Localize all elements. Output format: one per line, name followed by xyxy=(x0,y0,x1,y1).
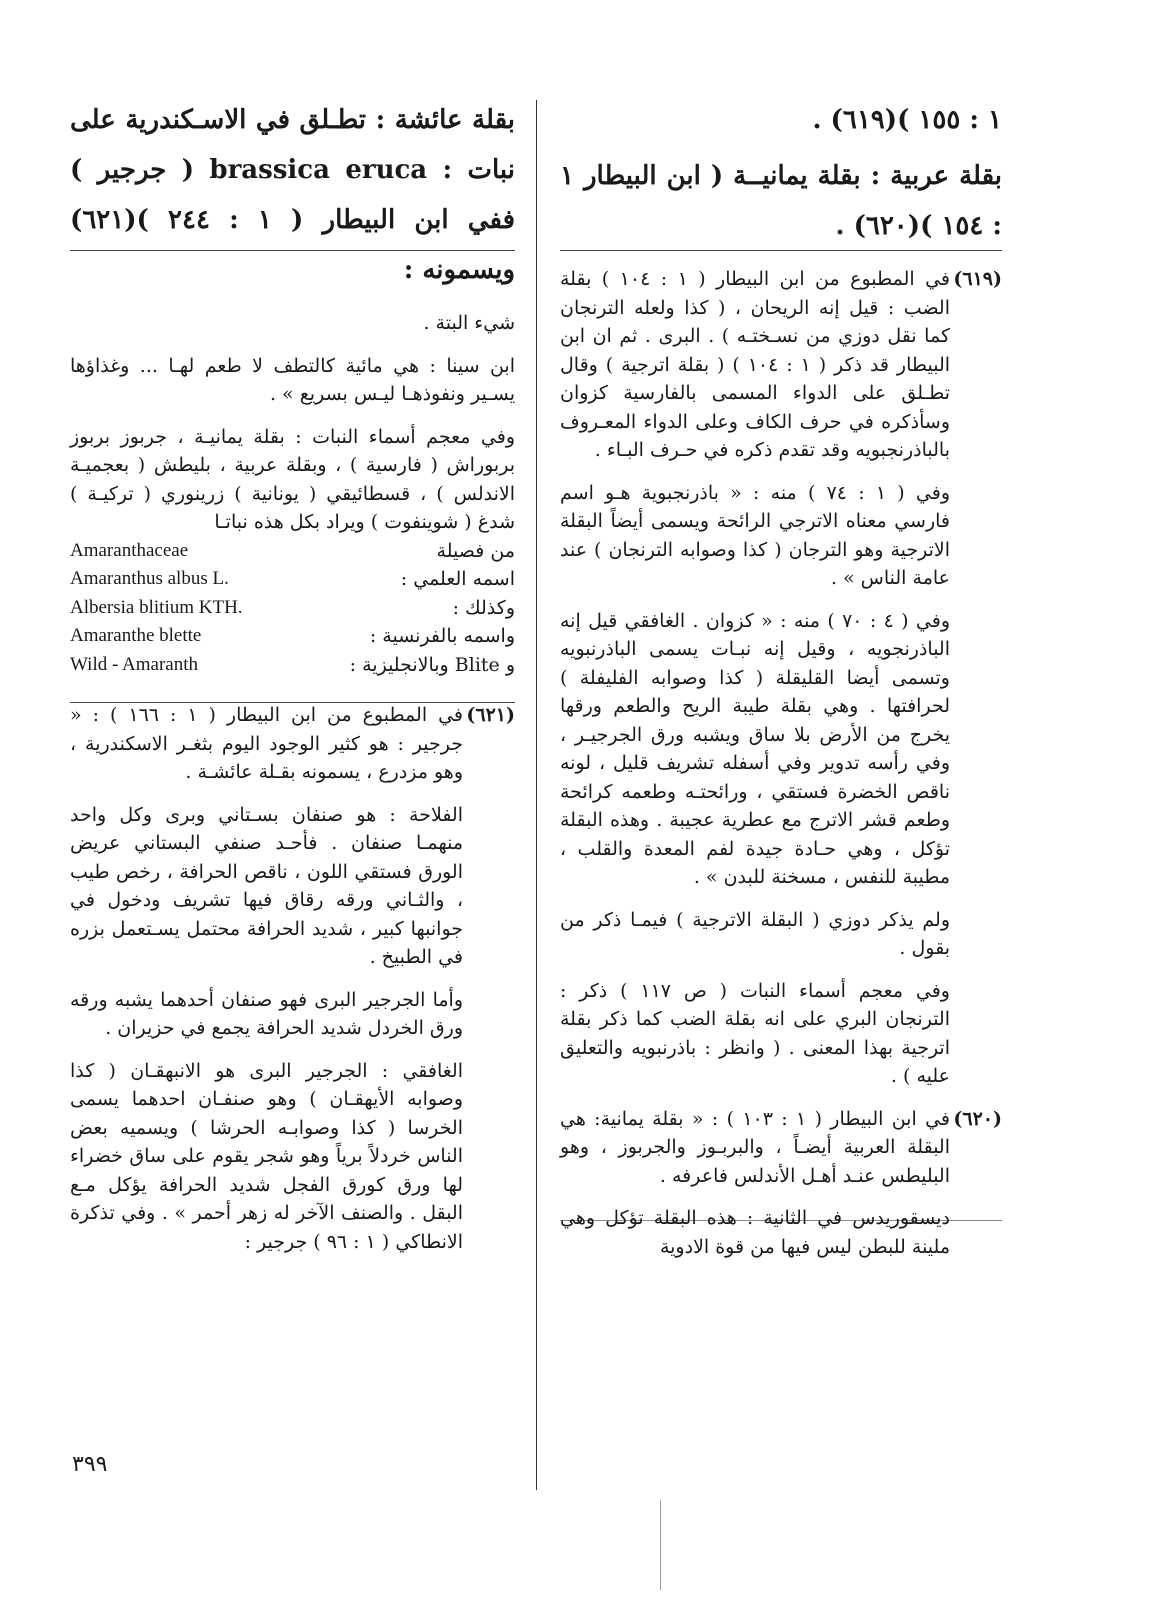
footnote-620 xyxy=(560,1105,1002,1262)
column-divider xyxy=(536,100,537,1490)
footnote-paragraph: الفلاحة : هو صنفان بسـتاني وبرى وكل واحد منهمـا صنفان . فأحـد صنفي البستاني عريض الورق فستقي اللون ، ناقص الحرافة ، رخص طيب ، والثـاني ورقه رقاق فيها تشريف ودخول في جوانبها كبير ، شديد الحرافة محتمل يسـتعمل بزره في الطبيخ . xyxy=(70,803,463,968)
latin-term: Amaranthaceae xyxy=(70,539,189,561)
bottom-divider xyxy=(660,1500,661,1590)
footnote-paragraph: شيء البتة . xyxy=(423,312,515,334)
footnote-paragraph: وفي ( ١ : ٧٤ ) منه : « باذرنجبوية هـو اسم فارسي معناه الاترجي الرائحة ويسمى أيضاً البقلة الاترجية وهو الترجان ( كذا وصوابه الترنجان ) عند عامة الناس » . xyxy=(560,481,950,589)
latin-term-label: من فصيلة xyxy=(436,539,515,562)
footnote-paragraph: وفي ( ٤ : ٧٠ ) منه : « كزوان . الغافقي قيل إنه الباذرنجويه ، وقيل إنه نبـات يسمى الباذرنبويه وتسمى أيضا القليقلة ( كذا وصوابه الفليفلة ) لحرافتها . وهي بقلة طيبة الريح والطعم ورقها يخرج من الأرض بلا ساق ويشبه ورق الجرجيـر ، وفي رأسه تدوير وفي أسفله تشريف قليل ، لونه ناقص الخضرة فستقي ، ورائحتـه وطعمه كرائحة وطعم قشر الاترج مع عطرية عجيبة . وهذه البقلة تؤكل ، وهي حـادة جيدة لفم المعدة والقلب ، مطيبة للنفس ، مسخنة للبدن » . xyxy=(560,609,950,888)
right-main-text xyxy=(560,95,1002,251)
footnote-continuation xyxy=(70,309,515,679)
latin-term: Amaranthus albus L. xyxy=(70,568,229,589)
footnote-paragraph: وأما الجرجير البرى فهو صنفان أحدهما يشبه ورقه ورق الخردل شديد الحرافة يجمع في حزيران . xyxy=(70,988,463,1039)
footnote-paragraph: في المطبوع من ابن البيطار ( ١ : ١٦٦ ) : « جرجير : هو كثير الوجود اليوم بثغـر الاسكندرية ، وهو مزدرع ، يسمونه بقـلة عائشـة . xyxy=(70,704,464,783)
latin-term-label: واسمه بالفرنسية : xyxy=(369,625,515,647)
latin-term: Albersia blitium KTH. xyxy=(70,596,243,618)
latin-term-label: وكذلك : xyxy=(452,596,515,619)
latin-term-row xyxy=(70,651,515,680)
footnote-number: (٦١٩) xyxy=(953,268,1002,290)
latin-term-row xyxy=(70,594,515,623)
footnote-number: (٦٢١) xyxy=(466,704,515,726)
main-entry: بقلة عربية : بقلة يمانيــة ( ابن البيطار ١ : ١٥٤ )(٦٢٠) . xyxy=(560,161,1002,241)
footnote-paragraph: ابن سينا : هي مائية كالتطف لا طعم لهـا ... وغذاؤها يسـير ونفوذهـا ليـس بسريع » . xyxy=(70,354,515,405)
footnote-619 xyxy=(560,265,1002,1091)
footnote-paragraph: في ابن البيطار ( ١ : ١٠٣ ) : « بقلة يمانية: هي البقلة العربية أيضـاً ، والبربـوز والجربوز ، وهو البليطس عنـد أهـل الأندلس فاعرفه . xyxy=(560,1107,950,1187)
footnote-paragraph: ولم يذكر دوزي ( البقلة الاترجية ) فيمـا ذكر من بقول . xyxy=(560,908,950,959)
footnote-number: (٦٢٠) xyxy=(953,1107,1002,1130)
left-main-text xyxy=(70,95,515,295)
page-number: ٣٩٩ xyxy=(72,1452,108,1477)
latin-term-row xyxy=(70,537,515,566)
latin-term-label: و Blite وبالانجليزية : xyxy=(349,653,515,676)
latin-term-label: اسمه العلمي : xyxy=(400,568,515,590)
latin-term: Wild - Amaranth xyxy=(70,653,198,675)
footnote-paragraph: وفي معجم أسماء النبات : بقلة يمانيـة ، جربوز بربوز بربوراش ( فارسية ) ، وبقلة عربية ، بليطش ( بعجميـة الاندلس ) ، قسطائيقي ( يونانية ) زرينوري ( تركيـة ) شدغ ( شوينفوت ) ويراد بكل هذه نباتـا xyxy=(70,425,515,533)
main-line: ١ : ١٥٥ )(٦١٩) . xyxy=(812,105,1002,135)
footnote-paragraph: الغافقي : الجرجير البرى هو الانبهقـان ( كذا وصوابه الأيهقـان ) وهو صنفـان احدهما يسمى الخرسا ( كذا وصوابـه الحرشا ) ويسميه بعض الناس خردلاً برياً وهو شجر يقوم على ساق خضراء لها ورق كورق الفجل شديد الحرافة يؤكل مـع البقل . والصنف الآخر له زهر أحمر » . وفي تذكرة الانطاكي ( ١ : ٩٦ ) جرجير : xyxy=(70,1059,463,1253)
right-column xyxy=(560,95,1002,1275)
main-entry: بقلة عائشة : تطـلق في الاسـكندرية على نبات : brassica eruca ( جرجير ) ففي ابن البيطار ( ١ : ٢٤٤ )(٦٢١) ويسمونه : xyxy=(70,105,516,285)
latin-term-row xyxy=(70,622,515,651)
footnote-paragraph: ديسقوريدس في الثانية : هذه البقلة تؤكل وهي ملينة للبطن ليس فيها من قوة الادوية xyxy=(560,1207,950,1258)
footnote-paragraph: في المطبوع من ابن البيطار ( ١ : ١٠٤ ) بقلة الضب : قيل إنه الريحان ، ( كذا ولعله الترنجان كما نقل دوزي من نسـختـه ) . البرى . ثم ان ابن البيطار قد ذكر ( ١ : ١٠٤ ) ( بقلة اترجية ) وقال تطـلق على الدواء المسمى بالفارسية كزوان وسأذكره في حرف الكاف وعلى الدواء المعـروف بالباذرنجبويه وقد تقدم ذكره في حـرف البـاء . xyxy=(560,268,951,461)
left-column xyxy=(70,95,515,1270)
footnote-621 xyxy=(70,701,515,1256)
footnote-paragraph: وفي معجم أسماء النبات ( ص ١١٧ ) ذكر : الترنجان البري على انه بقلة الضب كما ذكر بقلة اترجية بهذا المعنى . ( وانظر : باذرنبويه والتعليق عليه ) . xyxy=(560,979,950,1087)
latin-term-row xyxy=(70,565,515,594)
latin-term: Amaranthe blette xyxy=(70,625,202,646)
